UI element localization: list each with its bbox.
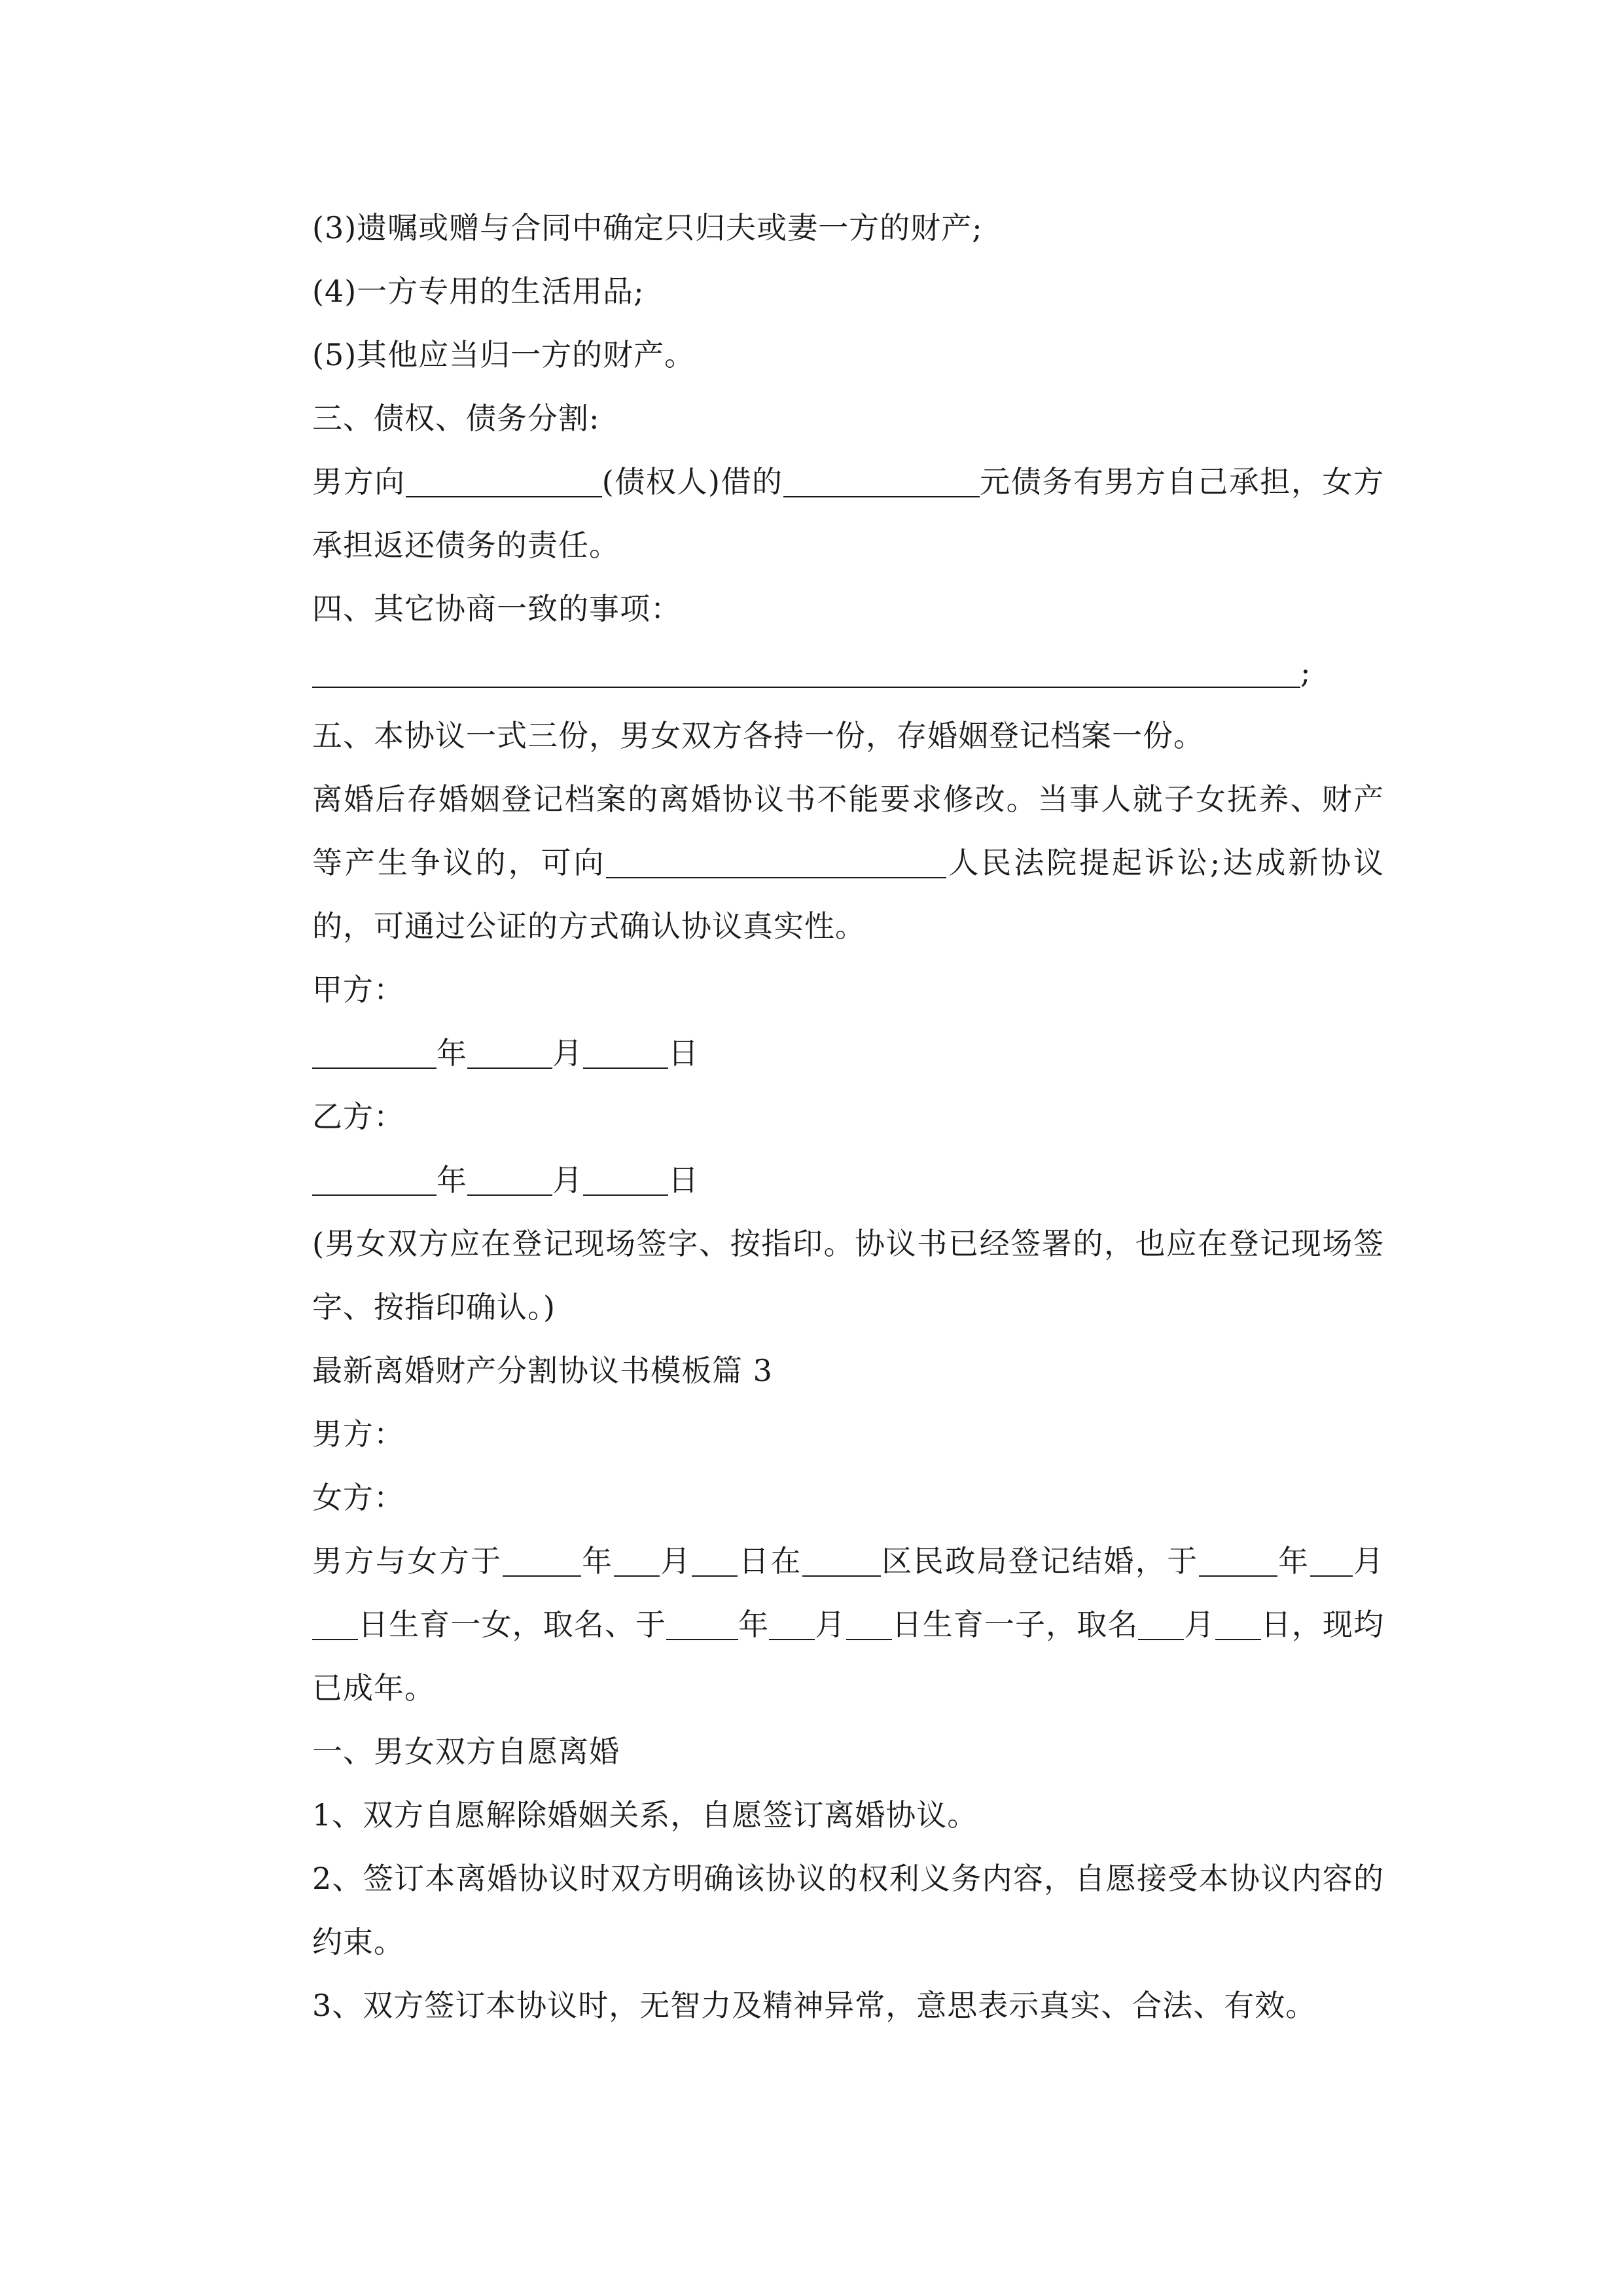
year-label: 年 [738,1607,770,1642]
blank-year [666,1609,738,1640]
blank-year [503,1545,581,1577]
blank-other-matters [312,656,1300,688]
section-heading-other: 四、其它协商一致的事项： [312,591,681,626]
paragraph-marriage [245,1530,1384,1720]
date-line-b [245,1149,1384,1212]
party-b-label: 乙方： [312,1099,404,1134]
blank-month [467,1164,552,1196]
marriage-text-c: 日生育一女，取名、于 [358,1607,667,1642]
blank-year [312,1037,437,1069]
paragraph-point-1: 1、双方自愿解除婚姻关系，自愿签订离婚协议。 [312,1797,978,1833]
year-label: 年 [1277,1543,1310,1579]
paragraph-point-3: 3、双方签订本协议时，无智力及精神异常，意思表示真实、合法、有效。 [312,1988,1317,2023]
debt-text-b: (债权人)借的 [601,464,783,499]
month-label: 月 [815,1607,846,1642]
party-a-label: 甲方： [312,972,404,1007]
marriage-text-at: 日在 [738,1543,802,1579]
semicolon: ; [1300,655,1311,690]
marriage-text-a: 男方与女方于 [312,1543,503,1579]
man-label: 男方： [312,1416,404,1452]
blank-day [692,1545,738,1577]
blank-day [583,1164,668,1196]
day-label: 日 [668,1035,699,1071]
month-label: 月 [1184,1607,1215,1642]
blank-month [1138,1609,1184,1640]
blank-court [606,847,946,878]
woman-label: 女方： [312,1480,404,1515]
note-text-a: 离婚后存婚姻登记档案的离婚协议书不能要求修改。当事人就子女抚养、财产等产生争议的，可向 [312,781,1384,880]
month-label: 月 [552,1035,583,1071]
marriage-text-b: 区民政局登记结婚，于 [880,1543,1199,1579]
blank-creditor [406,466,602,497]
note-text-b: 人民法院提起诉讼;达成新协议的，可通过公证的方式确认协议真实性。 [312,845,1385,944]
blank-month [614,1545,660,1577]
heading-template-3: 最新离婚财产分割协议书模板篇 3 [312,1353,773,1388]
debt-text-c: 元债务有男方自己承担，女方承担返还债务的责任。 [312,464,1385,563]
blank-month [467,1037,552,1069]
debt-text-a: 男方向 [312,464,406,499]
section-heading-debts: 三、债权、债务分割: [312,401,600,436]
blank-day [312,1609,358,1640]
paragraph-debt [245,450,1384,577]
paragraph-note [245,768,1384,958]
date-line-a [245,1022,1384,1085]
month-label: 月 [552,1162,583,1198]
blank-day [583,1037,668,1069]
paragraph-item-4: (4)一方专用的生活用品; [312,274,645,309]
paragraph-other-blank [245,641,1384,704]
blank-year [1199,1545,1277,1577]
blank-day [846,1609,892,1640]
month-label: 月 [659,1543,692,1579]
document-body [245,196,1384,2037]
section-heading-voluntary: 一、男女双方自愿离婚 [312,1734,620,1769]
marriage-text-d: 日生育一子，取名 [891,1607,1139,1642]
marriage-text-e: 日，现均已成年。 [312,1607,1385,1706]
blank-amount [783,466,980,497]
blank-district [802,1545,881,1577]
paragraph-item-3: (3)遗嘱或赠与合同中确定只归夫或妻一方的财产; [312,210,983,245]
blank-year [312,1164,437,1196]
year-label: 年 [580,1543,614,1579]
paragraph-point-2: 2、签订本离婚协议时双方明确该协议的权利义务内容，自愿接受本协议内容的约束。 [312,1861,1384,1960]
day-label: 日 [668,1162,699,1198]
blank-month [1310,1545,1353,1577]
year-label: 年 [437,1035,467,1071]
paragraph-item-5: (5)其他应当归一方的财产。 [312,337,696,372]
month-label: 月 [1352,1543,1385,1579]
blank-day [1215,1609,1261,1640]
year-label: 年 [437,1162,467,1198]
paragraph-sign-note: (男女双方应在登记现场签字、按指印。协议书已经签署的，也应在登记现场签字、按指印确认。) [312,1226,1384,1325]
blank-month [769,1609,815,1640]
section-heading-copies: 五、本协议一式三份，男女双方各持一份，存婚姻登记档案一份。 [312,718,1204,753]
